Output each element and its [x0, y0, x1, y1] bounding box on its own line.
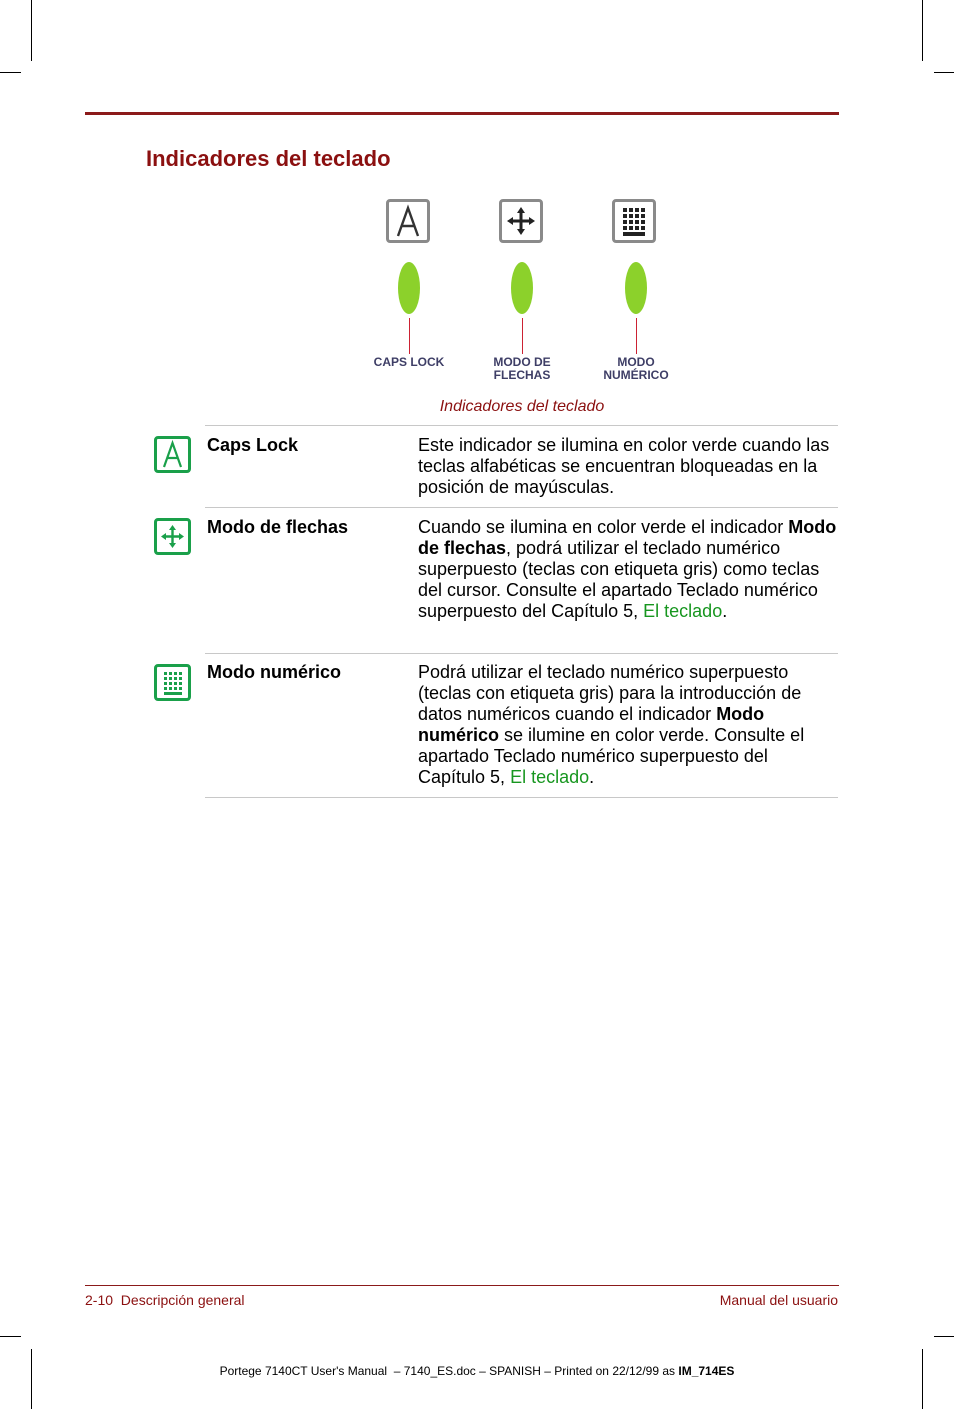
table-rule [205, 507, 838, 508]
caps-lock-label: CAPS LOCK [373, 355, 445, 369]
table-rule [205, 797, 838, 798]
crop-mark [0, 1336, 21, 1337]
figure-caption: Indicadores del teclado [439, 398, 605, 415]
section-title: Indicadores del teclado [146, 146, 391, 171]
caps-lock-led [398, 262, 420, 314]
numeric-mode-label: MODO NUMÉRICO [603, 355, 669, 382]
row-description-bold: Modo numérico [418, 704, 765, 745]
crop-mark [922, 1349, 923, 1409]
caps-lock-icon [154, 436, 191, 473]
chapter-link[interactable]: El teclado [510, 767, 590, 787]
row-description-bold: Modo de flechas [418, 517, 837, 558]
footer-manual-title: Manual del usuario [719, 1292, 838, 1308]
row-term: Modo numérico [207, 662, 341, 682]
row-description-text: Este indicador se ilumina en color verde cuando las teclas alfabéticas se encuentran bloqueadas en la posición de mayúsculas. [418, 435, 830, 497]
row-description-text: , podrá utilizar el teclado numérico superpuesto (teclas con etiqueta gris) como teclas del cursor. Consulte el apartado Teclado numérico superpuesto del Capítulo 5, [418, 538, 820, 621]
row-description-text: se ilumine en color verde. Consulte el apartado Teclado numérico superpuesto del Capítulo 5, [418, 725, 805, 787]
row-description [418, 435, 838, 498]
numeric-mode-key-icon [612, 199, 656, 243]
crop-mark [934, 1336, 954, 1337]
caps-lock-key-icon [386, 199, 430, 243]
numeric-mode-led [625, 262, 647, 314]
print-info [0, 1364, 954, 1378]
row-description-text: Cuando se ilumina en color verde el indicador [418, 517, 789, 537]
crop-mark [922, 0, 923, 61]
table-rule [205, 653, 838, 654]
numeric-mode-icon [154, 664, 191, 701]
leader-line [409, 318, 410, 354]
row-term: Modo de flechas [207, 517, 349, 537]
print-info-id: IM_714ES [678, 1364, 735, 1378]
row-term: Caps Lock [207, 435, 299, 455]
crop-mark [934, 72, 954, 73]
row-description [418, 662, 838, 788]
footer-page-section: 2-10 Descripción general [85, 1292, 245, 1308]
table-rule [205, 425, 838, 426]
leader-line [636, 318, 637, 354]
print-info-text: Portege 7140CT User's Manual – 7140_ES.doc – SPANISH – Printed on 22/12/99 as [219, 1364, 679, 1378]
row-description [418, 517, 838, 622]
arrow-mode-icon [154, 518, 191, 555]
crop-mark [0, 72, 21, 73]
chapter-link[interactable]: El teclado [643, 601, 723, 621]
row-description-text: . [589, 767, 595, 787]
crop-mark [31, 0, 32, 61]
footer-rule [85, 1285, 839, 1286]
leader-line [522, 318, 523, 354]
crop-mark [31, 1349, 32, 1409]
arrow-mode-key-icon [499, 199, 543, 243]
row-description-text: . [722, 601, 728, 621]
arrow-mode-led [511, 262, 533, 314]
row-description-text: Podrá utilizar el teclado numérico superpuesto (teclas con etiqueta gris) para la introducción de datos numéricos cuando el indicador [418, 662, 802, 724]
arrow-mode-label: MODO DE FLECHAS [493, 355, 551, 382]
header-rule [85, 112, 839, 115]
